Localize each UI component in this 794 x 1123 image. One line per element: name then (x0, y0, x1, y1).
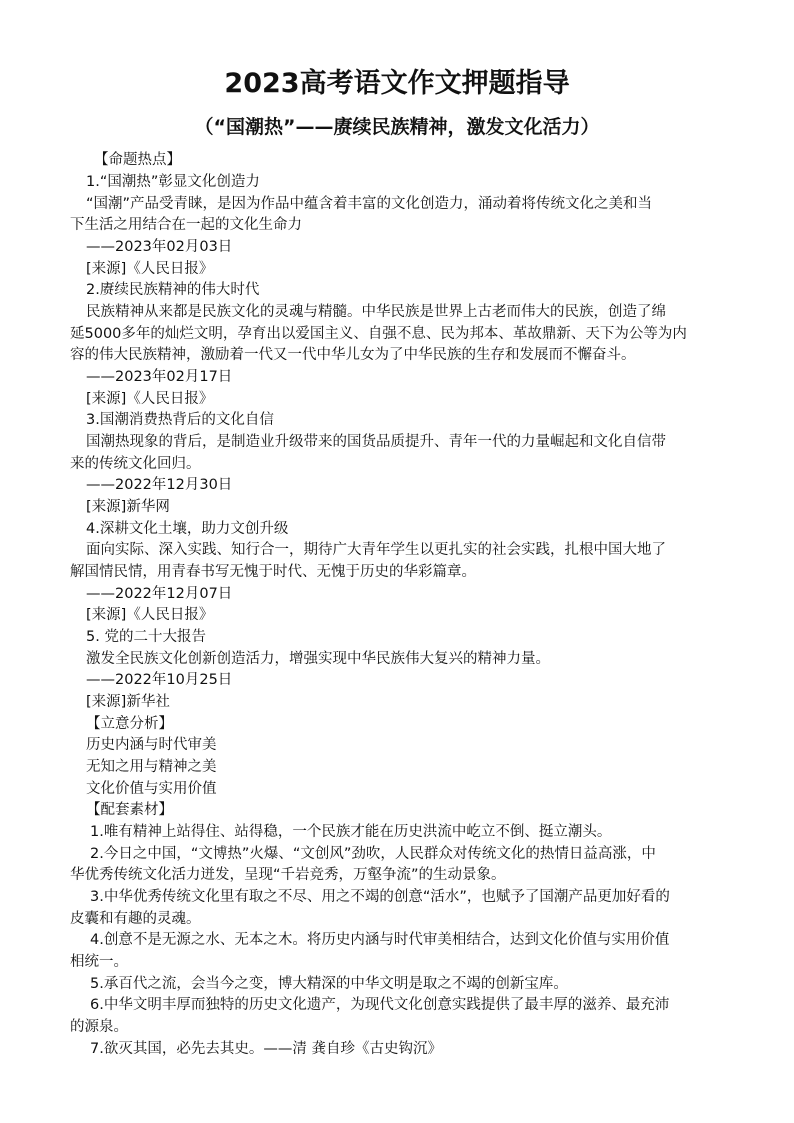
source-line: [来源]《人民日报》 (86, 391, 214, 407)
paragraph-line: 容的伟大民族精神，激励着一代又一代中华儿女为了中华民族的生存和发展而不懈奋斗。 (70, 347, 636, 363)
hotspot-heading: 5. 党的二十大报告 (86, 629, 206, 645)
source-line: [来源]《人民日报》 (86, 607, 214, 623)
paragraph-line: 来的传统文化回归。 (70, 456, 201, 472)
hotspot-heading: 1.“国潮热”彰显文化创造力 (86, 174, 260, 190)
paragraph-line: 延5000多年的灿烂文明，孕育出以爱国主义、自强不息、民为邦本、革故鼎新、天下为公等为内 (70, 326, 687, 342)
hotspot-heading: 3.国潮消费热背后的文化自信 (86, 412, 274, 428)
document-title: 2023高考语文作文押题指导 (224, 68, 570, 99)
paragraph-line: 解国情民情，用青春书写无愧于时代、无愧于历史的华彩篇章。 (70, 564, 476, 580)
material-item: 4.创意不是无源之水、无本之木。将历史内涵与时代审美相结合，达到文化价值与实用价值 (90, 932, 670, 948)
section-heading: 【命题热点】 (94, 152, 181, 168)
paragraph-line: 激发全民族文化创新创造活力，增强实现中华民族伟大复兴的精神力量。 (86, 651, 550, 667)
document-subtitle: （“国潮热”——赓续民族精神，激发文化活力） (194, 116, 600, 138)
hotspot-heading: 4.深耕文化土壤，助力文创升级 (86, 521, 289, 537)
material-item: 7.欲灭其国，必先去其史。——清 龚自珍《古史钩沉》 (90, 1041, 442, 1057)
material-item: 1.唯有精神上站得住、站得稳，一个民族才能在历史洪流中屹立不倒、挺立潮头。 (90, 824, 612, 840)
material-item: 3.中华优秀传统文化里有取之不尽、用之不竭的创意“活水”，也赋予了国潮产品更加好看的 (90, 889, 670, 905)
material-item: 6.中华文明丰厚而独特的历史文化遗产，为现代文化创意实践提供了最丰厚的滋养、最充沛 (90, 997, 670, 1013)
paragraph-line: 相统一。 (70, 954, 128, 970)
section-heading: 【配套素材】 (86, 802, 173, 818)
date-line: ——2022年12月07日 (86, 586, 233, 602)
source-line: [来源]《人民日报》 (86, 261, 214, 277)
date-line: ——2022年10月25日 (86, 672, 233, 688)
date-line: ——2023年02月03日 (86, 239, 233, 255)
source-line: [来源]新华网 (86, 499, 170, 515)
paragraph-line: 国潮热现象的背后，是制造业升级带来的国货品质提升、青年一代的力量崛起和文化自信带 (86, 434, 666, 450)
material-item: 5.承百代之流，会当今之变，博大精深的中华文明是取之不竭的创新宝库。 (90, 976, 568, 992)
date-line: ——2023年02月17日 (86, 369, 233, 385)
paragraph-line: 下生活之用结合在一起的文化生命力 (70, 217, 302, 233)
paragraph-line: 的源泉。 (70, 1019, 128, 1035)
source-line: [来源]新华社 (86, 694, 170, 710)
analysis-item: 历史内涵与时代审美 (86, 737, 217, 753)
paragraph-line: “国潮”产品受青睐，是因为作品中蕴含着丰富的文化创造力，涌动着将传统文化之美和当 (86, 196, 653, 212)
paragraph-line: 华优秀传统文化活力迸发，呈现“千岩竞秀，万壑争流”的生动景象。 (70, 867, 506, 883)
paragraph-line: 皮囊和有趣的灵魂。 (70, 911, 201, 927)
paragraph-line: 面向实际、深入实践、知行合一，期待广大青年学生以更扎实的社会实践，扎根中国大地了 (86, 542, 666, 558)
hotspot-heading: 2.赓续民族精神的伟大时代 (86, 282, 260, 298)
paragraph-line: 民族精神从来都是民族文化的灵魂与精髓。中华民族是世界上古老而伟大的民族，创造了绵 (86, 304, 666, 320)
analysis-item: 文化价值与实用价值 (86, 781, 217, 797)
date-line: ——2022年12月30日 (86, 477, 233, 493)
analysis-item: 无知之用与精神之美 (86, 759, 217, 775)
material-item: 2.今日之中国，“文博热”火爆、“文创风”劲吹，人民群众对传统文化的热情日益高涨，中 (90, 846, 656, 862)
section-heading: 【立意分析】 (86, 716, 173, 732)
